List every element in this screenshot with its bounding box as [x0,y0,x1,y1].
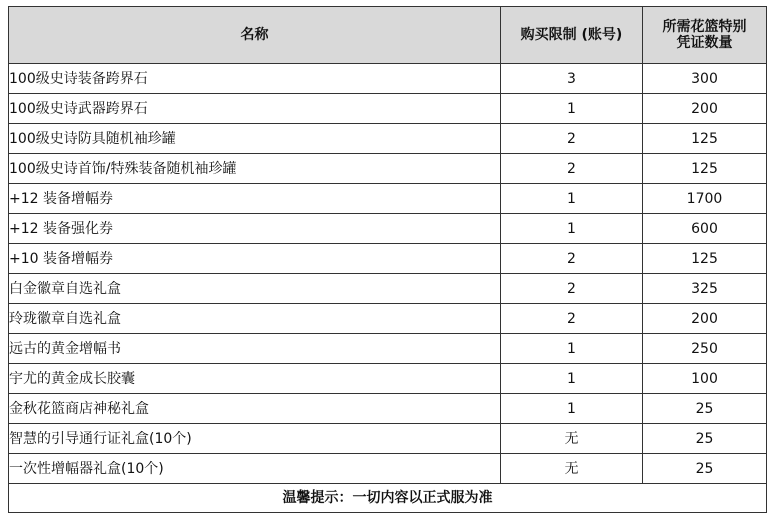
item-name-cell: 100级史诗武器跨界石 [9,94,501,124]
table-row [9,454,767,484]
table-row [9,64,767,94]
voucher-cost-cell: 250 [643,334,767,364]
voucher-cost-cell: 25 [643,394,767,424]
footer-row [9,484,767,513]
purchase-limit-cell: 2 [501,304,643,334]
table-row [9,334,767,364]
purchase-limit-cell: 2 [501,274,643,304]
purchase-limit-cell: 2 [501,124,643,154]
table-row [9,124,767,154]
purchase-limit-cell: 无 [501,424,643,454]
voucher-cost-cell: 100 [643,364,767,394]
item-name-cell: +10 装备增幅券 [9,244,501,274]
item-name-cell: 金秋花篮商店神秘礼盒 [9,394,501,424]
table-row [9,424,767,454]
voucher-cost-cell: 600 [643,214,767,244]
table-row [9,304,767,334]
table-body [9,64,767,484]
table-row [9,214,767,244]
header-cost-line2: 凭证数量 [676,35,733,51]
purchase-limit-cell: 1 [501,94,643,124]
header-cost [643,7,767,64]
table-footer [9,484,767,513]
purchase-limit-cell: 无 [501,454,643,484]
purchase-limit-cell: 1 [501,214,643,244]
table-row [9,154,767,184]
header-name: 名称 [9,7,501,64]
voucher-cost-cell: 125 [643,154,767,184]
purchase-limit-cell: 1 [501,394,643,424]
header-row [9,7,767,64]
item-name-cell: 100级史诗首饰/特殊装备随机袖珍罐 [9,154,501,184]
voucher-cost-cell: 300 [643,64,767,94]
voucher-cost-cell: 325 [643,274,767,304]
voucher-cost-cell: 25 [643,424,767,454]
item-name-cell: 玲珑徽章自选礼盒 [9,304,501,334]
table-row [9,184,767,214]
shop-exchange-table [8,6,767,513]
purchase-limit-cell: 3 [501,64,643,94]
purchase-limit-cell: 1 [501,364,643,394]
voucher-cost-cell: 1700 [643,184,767,214]
table-row [9,394,767,424]
footer-note: 温馨提示：一切内容以正式服为准 [9,484,767,513]
item-name-cell: 智慧的引导通行证礼盒(10个) [9,424,501,454]
item-name-cell: 白金徽章自选礼盒 [9,274,501,304]
voucher-cost-cell: 125 [643,244,767,274]
item-name-cell: 一次性增幅器礼盒(10个) [9,454,501,484]
item-name-cell: 100级史诗防具随机袖珍罐 [9,124,501,154]
voucher-cost-cell: 25 [643,454,767,484]
item-name-cell: +12 装备增幅券 [9,184,501,214]
table-row [9,364,767,394]
purchase-limit-cell: 2 [501,154,643,184]
item-name-cell: +12 装备强化券 [9,214,501,244]
item-name-cell: 远古的黄金增幅书 [9,334,501,364]
voucher-cost-cell: 200 [643,94,767,124]
table-row [9,94,767,124]
header-limit: 购买限制 (账号) [501,7,643,64]
item-name-cell: 100级史诗装备跨界石 [9,64,501,94]
table-row [9,244,767,274]
voucher-cost-cell: 125 [643,124,767,154]
item-name-cell: 宇尤的黄金成长胶囊 [9,364,501,394]
purchase-limit-cell: 1 [501,334,643,364]
table-header [9,7,767,64]
purchase-limit-cell: 1 [501,184,643,214]
header-cost-line1: 所需花篮特别 [662,19,747,35]
voucher-cost-cell: 200 [643,304,767,334]
table-row [9,274,767,304]
purchase-limit-cell: 2 [501,244,643,274]
